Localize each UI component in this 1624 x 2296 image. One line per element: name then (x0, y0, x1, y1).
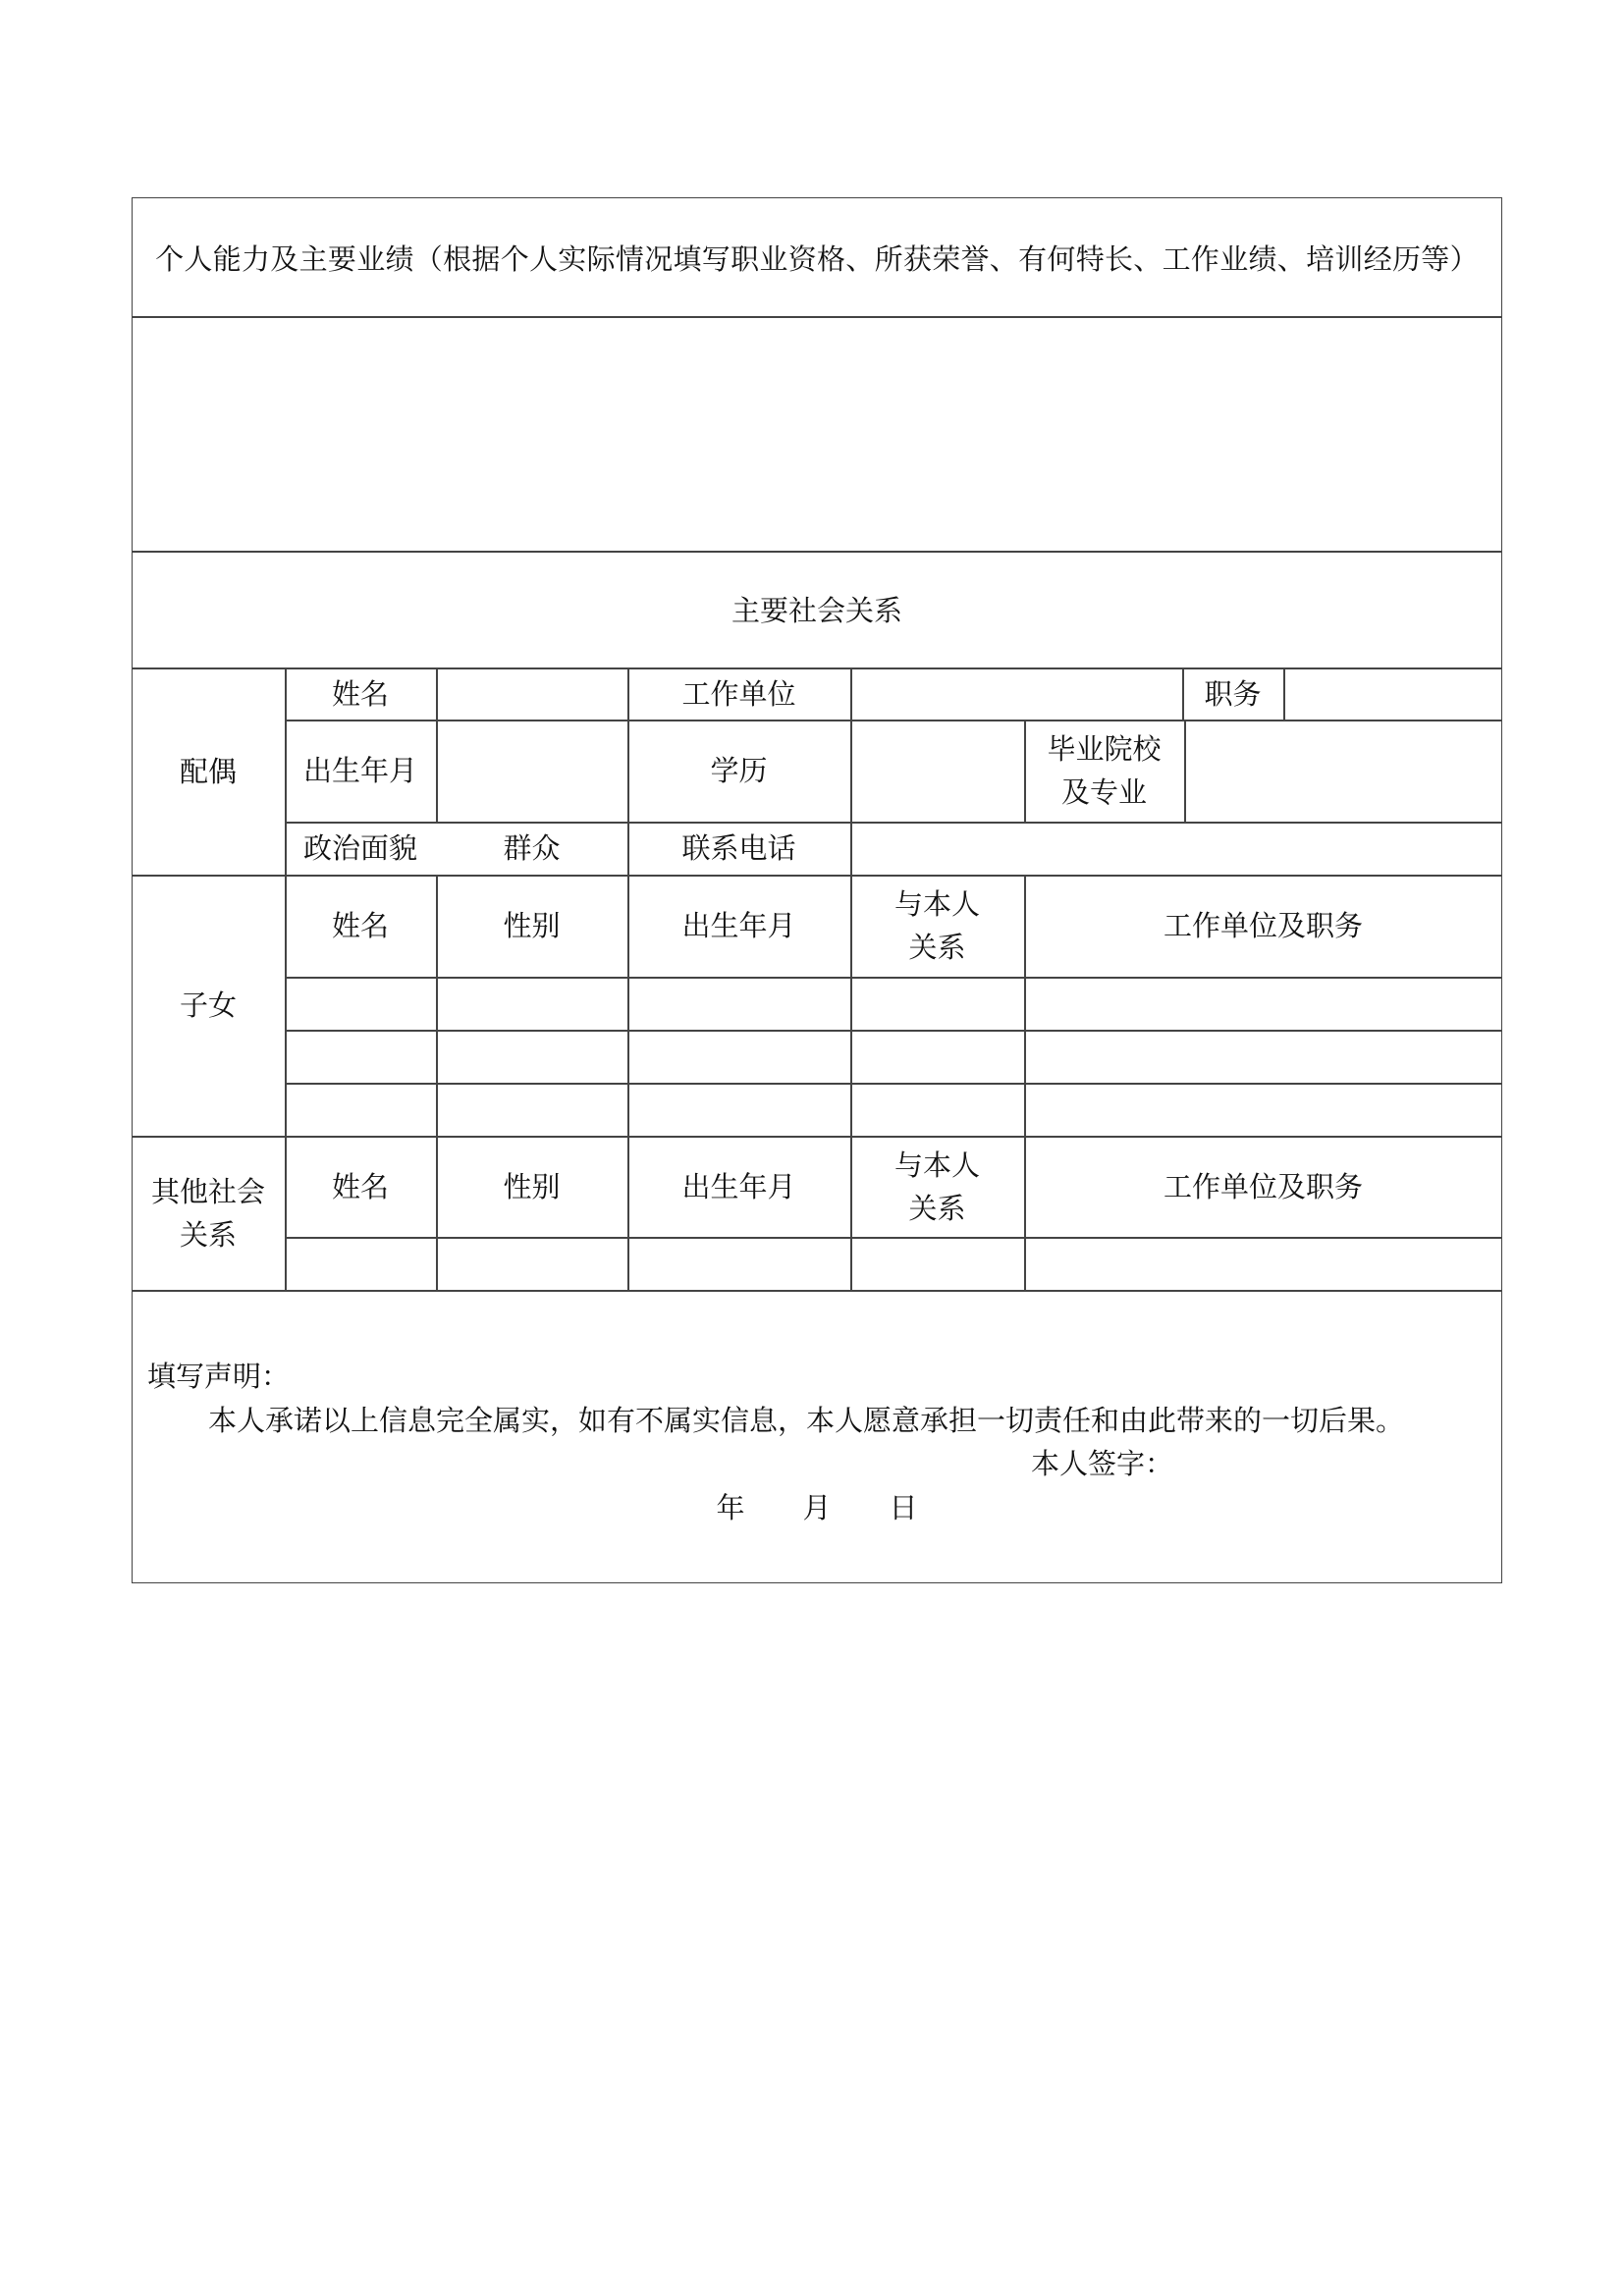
date-day-label: 日 (889, 1491, 918, 1524)
spouse-work-unit-label: 工作单位 (681, 676, 796, 711)
spouse-label: 配偶 (179, 754, 237, 788)
children-row-2-relation[interactable] (850, 1030, 1024, 1083)
spouse-phone-label: 联系电话 (681, 831, 796, 865)
children-header-work: 工作单位及职务 (1163, 909, 1363, 942)
children-row-3-name[interactable] (285, 1083, 436, 1136)
others-row-1-gender[interactable] (436, 1237, 627, 1290)
spouse-birth-field[interactable] (436, 720, 627, 822)
children-row-2-work[interactable] (1024, 1030, 1502, 1083)
spouse-name-field[interactable] (436, 667, 627, 720)
achievements-header: 个人能力及主要业绩（根据个人实际情况填写职业资格、所获荣誉、有何特长、工作业绩、培训经历等） (155, 242, 1479, 276)
others-row-1-relation[interactable] (850, 1237, 1024, 1290)
others-header-name: 姓名 (331, 1169, 389, 1203)
children-header-birth: 出生年月 (681, 909, 796, 942)
others-row-1-birth[interactable] (627, 1237, 850, 1290)
children-row-1-name[interactable] (285, 977, 436, 1030)
spouse-education-label: 学历 (710, 754, 768, 787)
children-header-relation (850, 875, 1024, 977)
others-header-birth: 出生年月 (681, 1169, 796, 1203)
spouse-phone-field[interactable] (850, 822, 1502, 875)
spouse-name-label: 姓名 (331, 676, 389, 711)
others-header-relation (850, 1136, 1024, 1237)
declaration-title: 填写声明： (147, 1360, 291, 1393)
others-header-work: 工作单位及职务 (1163, 1169, 1363, 1203)
others-header-relation-line2: 关系 (908, 1191, 966, 1225)
grid-line (132, 1290, 1502, 1292)
children-row-3-work[interactable] (1024, 1083, 1502, 1136)
date-year-label: 年 (716, 1491, 745, 1524)
others-row-1-name[interactable] (285, 1237, 436, 1290)
children-row-2-gender[interactable] (436, 1030, 627, 1083)
spouse-school-label-line2: 及专业 (1060, 775, 1147, 809)
date-month-label: 月 (802, 1491, 832, 1524)
children-row-3-birth[interactable] (627, 1083, 850, 1136)
spouse-school-field[interactable] (1184, 720, 1502, 822)
children-label: 子女 (179, 988, 237, 1022)
children-row-3-gender[interactable] (436, 1083, 627, 1136)
grid-line (132, 551, 1502, 553)
children-row-1-work[interactable] (1024, 977, 1502, 1030)
children-row-2-birth[interactable] (627, 1030, 850, 1083)
others-header-gender: 性别 (503, 1169, 561, 1203)
children-row-1-birth[interactable] (627, 977, 850, 1030)
spouse-position-label: 职务 (1204, 676, 1262, 711)
spouse-politics-label: 政治面貌 (302, 831, 417, 865)
others-label (132, 1136, 285, 1290)
others-header-relation-line1: 与本人 (893, 1148, 980, 1182)
children-row-3-relation[interactable] (850, 1083, 1024, 1136)
children-row-1-gender[interactable] (436, 977, 627, 1030)
children-row-1-relation[interactable] (850, 977, 1024, 1030)
spouse-birth-label: 出生年月 (302, 754, 417, 787)
others-label-line2: 关系 (179, 1217, 237, 1252)
children-header-gender: 性别 (503, 909, 561, 942)
signature-label: 本人签字： (1031, 1447, 1174, 1480)
achievements-content[interactable] (134, 318, 1500, 549)
section-title-relations: 主要社会关系 (731, 594, 902, 627)
spouse-position-field[interactable] (1283, 667, 1502, 720)
children-header-name: 姓名 (331, 909, 389, 942)
spouse-school-label-line1: 毕业院校 (1047, 732, 1162, 766)
spouse-education-field[interactable] (850, 720, 1024, 822)
declaration-text: 本人承诺以上信息完全属实，如有不属实信息，本人愿意承担一切责任和由此带来的一切后果。 (208, 1404, 1405, 1437)
children-header-relation-line1: 与本人 (893, 887, 980, 921)
spouse-work-unit-field[interactable] (850, 667, 1182, 720)
others-row-1-work[interactable] (1024, 1237, 1502, 1290)
children-header-relation-line2: 关系 (908, 931, 966, 964)
spouse-politics-value[interactable]: 群众 (503, 831, 561, 865)
spouse-school-label (1024, 720, 1184, 822)
others-label-line1: 其他社会 (150, 1174, 265, 1208)
children-row-2-name[interactable] (285, 1030, 436, 1083)
